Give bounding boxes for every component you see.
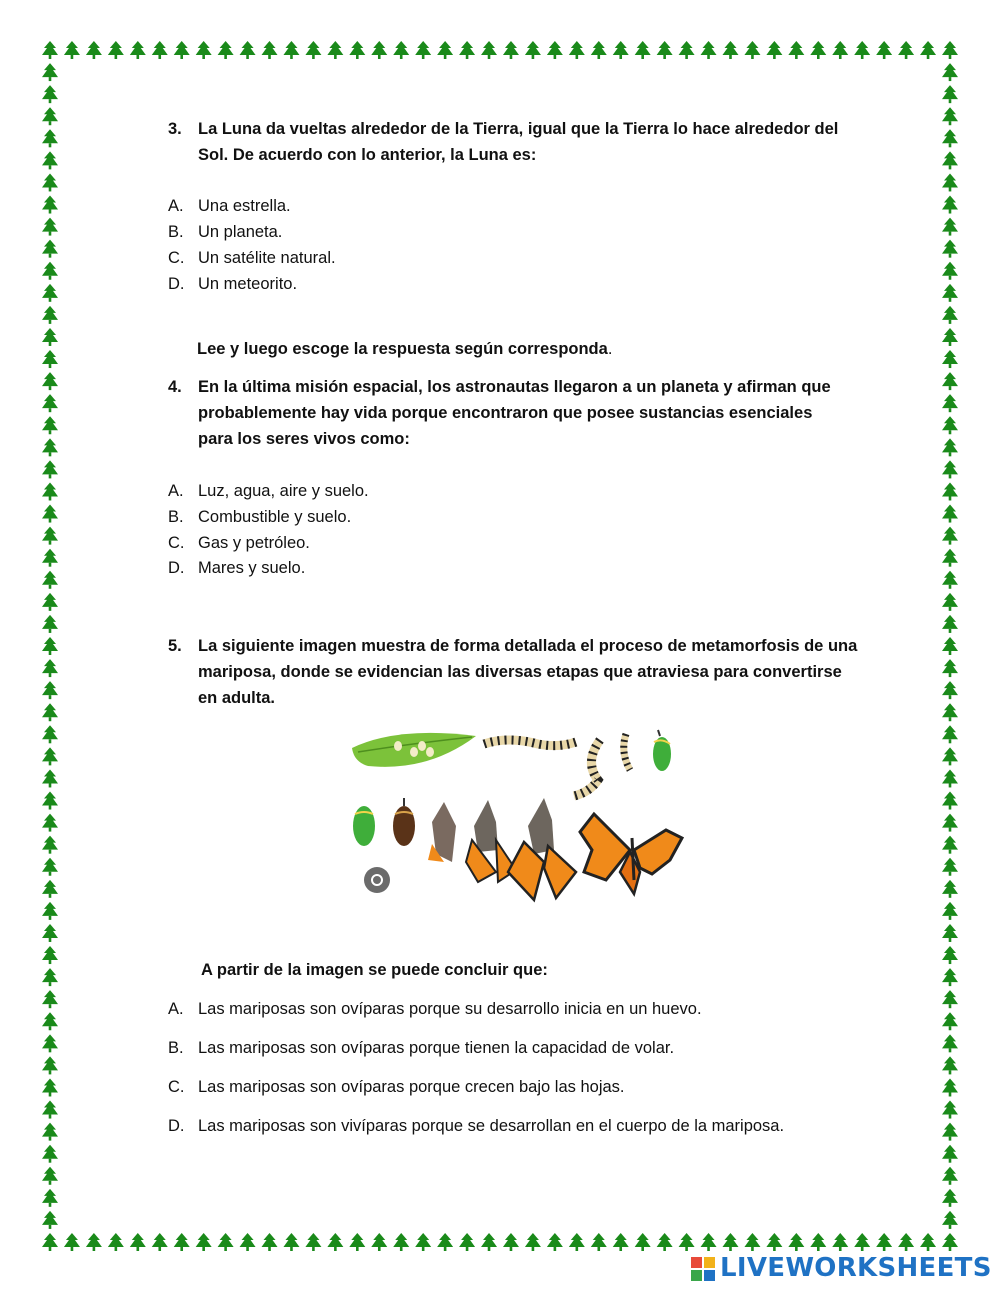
tree-icon <box>393 41 409 59</box>
tree-icon <box>42 836 58 854</box>
tree-icon <box>942 1101 958 1119</box>
q5-option-b[interactable] <box>168 1035 888 1061</box>
option-letter: A. <box>168 482 184 500</box>
tree-icon <box>349 41 365 59</box>
tree-icon <box>942 151 958 169</box>
tree-icon <box>942 1145 958 1163</box>
option-letter: D. <box>168 275 185 293</box>
question-text: La Luna da vueltas alrededor de la Tierra, igual que la Tierra lo hace alrededor del Sol. De acuerdo con lo anterior, la Luna es: <box>198 120 839 164</box>
tree-icon <box>42 593 58 611</box>
question-number: 5. <box>168 637 182 655</box>
tree-icon <box>810 41 826 59</box>
tree-icon <box>788 1233 804 1251</box>
tree-icon <box>942 725 958 743</box>
tree-icon <box>722 41 738 59</box>
liveworksheets-logo-icon <box>690 1255 718 1287</box>
tree-icon <box>42 482 58 500</box>
question-3 <box>168 116 868 168</box>
tree-icon <box>942 394 958 412</box>
tree-icon <box>942 85 958 103</box>
tree-icon <box>42 769 58 787</box>
tree-icon <box>42 880 58 898</box>
tree-icon <box>42 1034 58 1052</box>
tree-icon <box>42 1233 58 1251</box>
tree-icon <box>327 1233 343 1251</box>
option-letter: C. <box>168 249 185 267</box>
tree-icon <box>42 328 58 346</box>
tree-icon <box>942 902 958 920</box>
tree-icon <box>42 350 58 368</box>
tree-icon <box>942 63 958 81</box>
butterfly-metamorphosis-image <box>348 722 688 910</box>
option-letter: D. <box>168 1117 185 1135</box>
tree-icon <box>942 637 958 655</box>
option-letter: C. <box>168 534 185 552</box>
tree-icon <box>262 1233 278 1251</box>
tree-icon <box>42 747 58 765</box>
tree-icon <box>942 792 958 810</box>
tree-icon <box>942 968 958 986</box>
tree-icon <box>722 1233 738 1251</box>
tree-icon <box>942 306 958 324</box>
tree-icon <box>42 1123 58 1141</box>
tree-icon <box>42 1012 58 1030</box>
tree-icon <box>42 63 58 81</box>
tree-icon <box>42 1189 58 1207</box>
tree-icon <box>42 372 58 390</box>
instruction-period: . <box>607 340 613 358</box>
tree-icon <box>42 659 58 677</box>
option-letter: D. <box>168 559 185 577</box>
instruction <box>197 336 612 362</box>
option-text: Las mariposas son ovíparas porque tienen la capacidad de volar. <box>198 1039 675 1057</box>
tree-icon <box>64 41 80 59</box>
tree-icon <box>942 240 958 258</box>
tree-icon <box>854 1233 870 1251</box>
tree-icon <box>898 41 914 59</box>
tree-icon <box>744 41 760 59</box>
tree-icon <box>42 1101 58 1119</box>
tree-icon <box>42 1078 58 1096</box>
question-5-prompt: A partir de la imagen se puede concluir que: <box>201 961 548 979</box>
tree-icon <box>481 1233 497 1251</box>
q5-option-c[interactable] <box>168 1074 888 1100</box>
tree-icon <box>942 924 958 942</box>
tree-icon <box>766 1233 782 1251</box>
q4-option-b[interactable] <box>168 504 888 530</box>
tree-icon <box>920 41 936 59</box>
tree-icon <box>942 527 958 545</box>
tree-icon <box>942 372 958 390</box>
tree-icon <box>701 41 717 59</box>
option-text: Las mariposas son ovíparas porque su desarrollo inicia en un huevo. <box>198 1000 702 1018</box>
tree-icon <box>503 41 519 59</box>
option-text: Las mariposas son vivíparas porque se desarrollan en el cuerpo de la mariposa. <box>198 1117 785 1135</box>
tree-icon <box>942 571 958 589</box>
tree-icon <box>942 482 958 500</box>
tree-icon <box>459 1233 475 1251</box>
tree-icon <box>503 1233 519 1251</box>
tree-icon <box>152 1233 168 1251</box>
tree-icon <box>42 549 58 567</box>
tree-icon <box>744 1233 760 1251</box>
tree-icon <box>942 681 958 699</box>
option-letter: B. <box>168 223 184 241</box>
option-text: Un meteorito. <box>198 275 298 293</box>
tree-icon <box>415 41 431 59</box>
option-text: Un planeta. <box>198 223 283 241</box>
tree-icon <box>942 416 958 434</box>
tree-icon <box>942 505 958 523</box>
option-letter: C. <box>168 1078 185 1096</box>
tree-icon <box>218 41 234 59</box>
tree-icon <box>942 1211 958 1229</box>
tree-icon <box>679 1233 695 1251</box>
question-5 <box>168 633 868 711</box>
tree-icon <box>942 769 958 787</box>
q5-option-d[interactable] <box>168 1113 888 1139</box>
tree-icon <box>42 1211 58 1229</box>
tree-icon <box>876 1233 892 1251</box>
tree-icon <box>42 129 58 147</box>
tree-icon <box>86 1233 102 1251</box>
tree-icon <box>305 41 321 59</box>
tree-icon <box>525 1233 541 1251</box>
tree-icon <box>240 1233 256 1251</box>
tree-icon <box>942 946 958 964</box>
tree-icon <box>42 306 58 324</box>
tree-icon <box>130 1233 146 1251</box>
tree-icon <box>42 615 58 633</box>
tree-icon <box>393 1233 409 1251</box>
tree-icon <box>42 858 58 876</box>
option-letter: B. <box>168 508 184 526</box>
tree-icon <box>613 41 629 59</box>
tree-icon <box>130 41 146 59</box>
tree-icon <box>657 41 673 59</box>
tree-icon <box>42 968 58 986</box>
option-text: Una estrella. <box>198 197 291 215</box>
tree-icon <box>42 196 58 214</box>
tree-icon <box>42 571 58 589</box>
tree-icon <box>196 41 212 59</box>
tree-icon <box>547 41 563 59</box>
option-text: Combustible y suelo. <box>198 508 352 526</box>
tree-icon <box>942 880 958 898</box>
tree-icon <box>42 946 58 964</box>
tree-icon <box>42 902 58 920</box>
q4-option-c[interactable] <box>168 530 888 556</box>
tree-icon <box>942 173 958 191</box>
tree-icon <box>349 1233 365 1251</box>
option-text: Luz, agua, aire y suelo. <box>198 482 369 500</box>
question-4 <box>168 374 868 452</box>
q3-option-c[interactable] <box>168 245 888 271</box>
instruction-text: Lee y luego escoge la respuesta según corresponda <box>197 340 608 358</box>
tree-icon <box>327 41 343 59</box>
option-letter: B. <box>168 1039 184 1057</box>
tree-icon <box>42 725 58 743</box>
tree-icon <box>42 262 58 280</box>
tree-icon <box>108 41 124 59</box>
tree-icon <box>42 1056 58 1074</box>
tree-icon <box>942 460 958 478</box>
tree-icon <box>371 1233 387 1251</box>
tree-icon <box>42 240 58 258</box>
tree-icon <box>942 438 958 456</box>
tree-icon <box>108 1233 124 1251</box>
liveworksheets-logo <box>690 1250 995 1290</box>
tree-icon <box>679 41 695 59</box>
option-text: Mares y suelo. <box>198 559 306 577</box>
tree-icon <box>701 1233 717 1251</box>
tree-icon <box>832 1233 848 1251</box>
tree-icon <box>42 1167 58 1185</box>
tree-icon <box>42 990 58 1008</box>
tree-icon <box>942 990 958 1008</box>
tree-icon <box>283 1233 299 1251</box>
tree-icon <box>942 262 958 280</box>
tree-icon <box>196 1233 212 1251</box>
tree-icon <box>42 703 58 721</box>
tree-icon <box>942 41 958 59</box>
tree-icon <box>942 1189 958 1207</box>
option-text: Gas y petróleo. <box>198 534 310 552</box>
tree-icon <box>42 85 58 103</box>
tree-icon <box>42 284 58 302</box>
tree-icon <box>788 41 804 59</box>
tree-icon <box>657 1233 673 1251</box>
option-letter: A. <box>168 1000 184 1018</box>
tree-icon <box>942 1078 958 1096</box>
tree-icon <box>591 41 607 59</box>
tree-icon <box>459 41 475 59</box>
tree-icon <box>42 637 58 655</box>
q3-option-b[interactable] <box>168 219 888 245</box>
tree-icon <box>766 41 782 59</box>
tree-icon <box>481 41 497 59</box>
tree-icon <box>152 41 168 59</box>
tree-icon <box>262 41 278 59</box>
q3-option-a[interactable] <box>168 193 888 219</box>
tree-icon <box>942 593 958 611</box>
tree-icon <box>42 438 58 456</box>
image-search-icon <box>364 867 390 893</box>
tree-icon <box>240 41 256 59</box>
question-text: La siguiente imagen muestra de forma detallada el proceso de metamorfosis de una mariposa, donde se evidencian las diversas etapas que atraviesa para convertirse en adulta. <box>198 637 858 707</box>
tree-icon <box>415 1233 431 1251</box>
tree-icon <box>942 1056 958 1074</box>
tree-icon <box>635 1233 651 1251</box>
tree-icon <box>283 41 299 59</box>
q4-option-d[interactable] <box>168 555 888 581</box>
tree-icon <box>547 1233 563 1251</box>
tree-icon <box>42 1145 58 1163</box>
tree-icon <box>942 328 958 346</box>
tree-icon <box>174 1233 190 1251</box>
q4-option-a[interactable] <box>168 478 888 504</box>
tree-icon <box>437 1233 453 1251</box>
tree-icon <box>942 858 958 876</box>
question-number: 4. <box>168 378 182 396</box>
tree-icon <box>42 460 58 478</box>
tree-icon <box>942 129 958 147</box>
tree-icon <box>942 659 958 677</box>
tree-icon <box>42 173 58 191</box>
tree-icon <box>810 1233 826 1251</box>
tree-icon <box>832 41 848 59</box>
tree-icon <box>942 1167 958 1185</box>
tree-icon <box>42 924 58 942</box>
tree-icon <box>42 41 58 59</box>
tree-icon <box>942 747 958 765</box>
q5-option-a[interactable] <box>168 996 888 1022</box>
tree-icon <box>42 107 58 125</box>
tree-icon <box>42 218 58 236</box>
tree-icon <box>942 107 958 125</box>
tree-icon <box>942 1034 958 1052</box>
tree-icon <box>942 1233 958 1251</box>
tree-icon <box>854 41 870 59</box>
tree-icon <box>86 41 102 59</box>
tree-icon <box>569 1233 585 1251</box>
tree-icon <box>898 1233 914 1251</box>
tree-icon <box>42 792 58 810</box>
tree-icon <box>437 41 453 59</box>
tree-icon <box>64 1233 80 1251</box>
tree-icon <box>42 814 58 832</box>
option-letter: A. <box>168 197 184 215</box>
tree-icon <box>569 41 585 59</box>
tree-icon <box>942 350 958 368</box>
tree-icon <box>591 1233 607 1251</box>
tree-icon <box>42 151 58 169</box>
question-text: En la última misión espacial, los astronautas llegaron a un planeta y afirman que probablemente hay vida porque encontraron que posee sustancias esenciales para los seres vivos como: <box>198 378 831 448</box>
tree-icon <box>942 549 958 567</box>
tree-icon <box>942 218 958 236</box>
question-number: 3. <box>168 120 182 138</box>
option-text: Un satélite natural. <box>198 249 336 267</box>
option-text: Las mariposas son ovíparas porque crecen bajo las hojas. <box>198 1078 625 1096</box>
tree-icon <box>942 1123 958 1141</box>
tree-icon <box>942 836 958 854</box>
tree-icon <box>613 1233 629 1251</box>
tree-icon <box>525 41 541 59</box>
tree-icon <box>942 703 958 721</box>
tree-icon <box>174 41 190 59</box>
tree-icon <box>42 416 58 434</box>
tree-icon <box>218 1233 234 1251</box>
tree-icon <box>42 394 58 412</box>
tree-icon <box>942 284 958 302</box>
tree-icon <box>942 615 958 633</box>
tree-icon <box>371 41 387 59</box>
tree-icon <box>920 1233 936 1251</box>
tree-icon <box>942 196 958 214</box>
tree-icon <box>942 814 958 832</box>
tree-icon <box>305 1233 321 1251</box>
tree-icon <box>942 1012 958 1030</box>
tree-icon <box>876 41 892 59</box>
tree-icon <box>42 505 58 523</box>
tree-icon <box>42 527 58 545</box>
tree-icon <box>635 41 651 59</box>
liveworksheets-logo-text: LIVEWORKSHEETS <box>720 1253 992 1283</box>
q3-option-d[interactable] <box>168 271 888 297</box>
tree-icon <box>42 681 58 699</box>
